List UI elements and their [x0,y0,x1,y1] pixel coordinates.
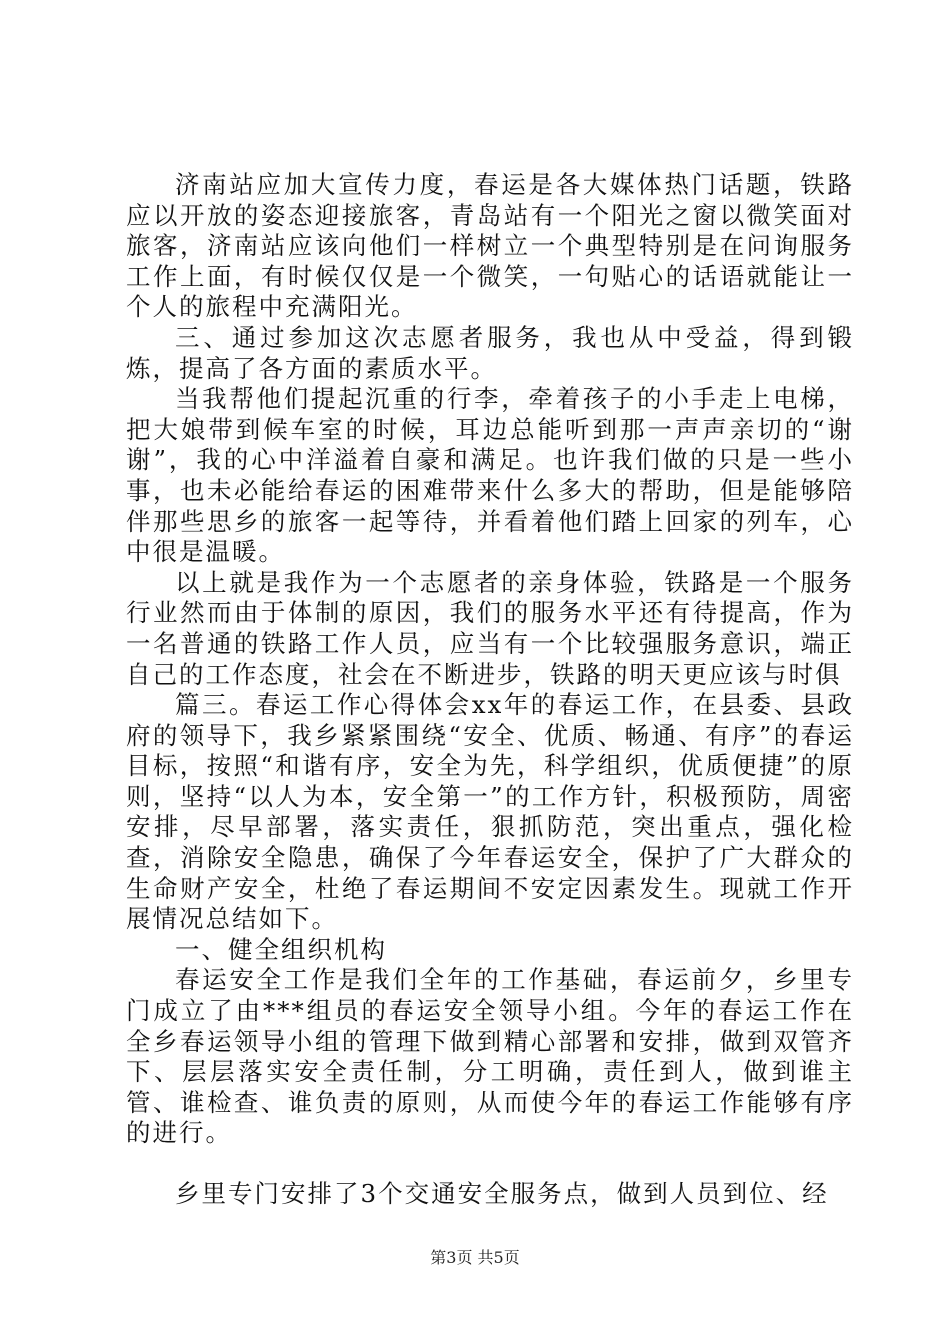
paragraph-6: 春运安全工作是我们全年的工作基础，春运前夕，乡里专门成立了由***组员的春运安全领导小组。今年的春运工作在全乡春运领导小组的管理下做到精心部署和安排，做到双管齐下、层层落实安全责任制，分工明确，责任到人，做到谁主管、谁检查、谁负责的原则，从而使今年的春运工作能够有序的进行。 [126,965,854,1148]
paragraph-gap [126,1149,854,1179]
paragraph-4: 以上就是我作为一个志愿者的亲身体验，铁路是一个服务行业然而由于体制的原因，我们的服务水平还有待提高，作为一名普通的铁路工作人员，应当有一个比较强服务意识，端正自己的工作态度，社会在不断进步，铁路的明天更应该与时俱 [126,567,854,689]
section-heading: 一、健全组织机构 [175,934,387,964]
document-body [126,170,854,1210]
paragraph-5: 篇三。春运工作心得体会xx年的春运工作，在县委、县政府的领导下，我乡紧紧围绕“安全、优质、畅通、有序”的春运目标，按照“和谐有序，安全为先，科学组织，优质便捷”的原则，坚持“以人为本，安全第一”的工作方针，积极预防，周密安排，尽早部署，落实责任，狠抓防范，突出重点，强化检查，消除安全隐患，确保了今年春运安全，保护了广大群众的生命财产安全，杜绝了春运期间不安定因素发生。现就工作开展情况总结如下。 [126,690,854,934]
paragraph-7: 乡里专门安排了3个交通安全服务点，做到人员到位、经 [175,1179,829,1208]
paragraph-3: 当我帮他们提起沉重的行李，牵着孩子的小手走上电梯，把大娘带到候车室的时候，耳边总能听到那一声声亲切的“谢谢”，我的心中洋溢着自豪和满足。也许我们做的只是一些小事，也未必能给春运的困难带来什么多大的帮助，但是能够陪伴那些思乡的旅客一起等待，并看着他们踏上回家的列车，心中很是温暖。 [126,384,854,567]
paragraph-1: 济南站应加大宣传力度，春运是各大媒体热门话题，铁路应以开放的姿态迎接旅客，青岛站有一个阳光之窗以微笑面对旅客，济南站应该向他们一样树立一个典型特别是在问询服务工作上面，有时候仅仅是一个微笑，一句贴心的话语就能让一个人的旅程中充满阳光。 [126,170,854,322]
page-number-footer: 第3页 共5页 [430,1248,520,1267]
paragraph-2: 三、通过参加这次志愿者服务，我也从中受益，得到锻炼，提高了各方面的素质水平。 [126,322,854,383]
